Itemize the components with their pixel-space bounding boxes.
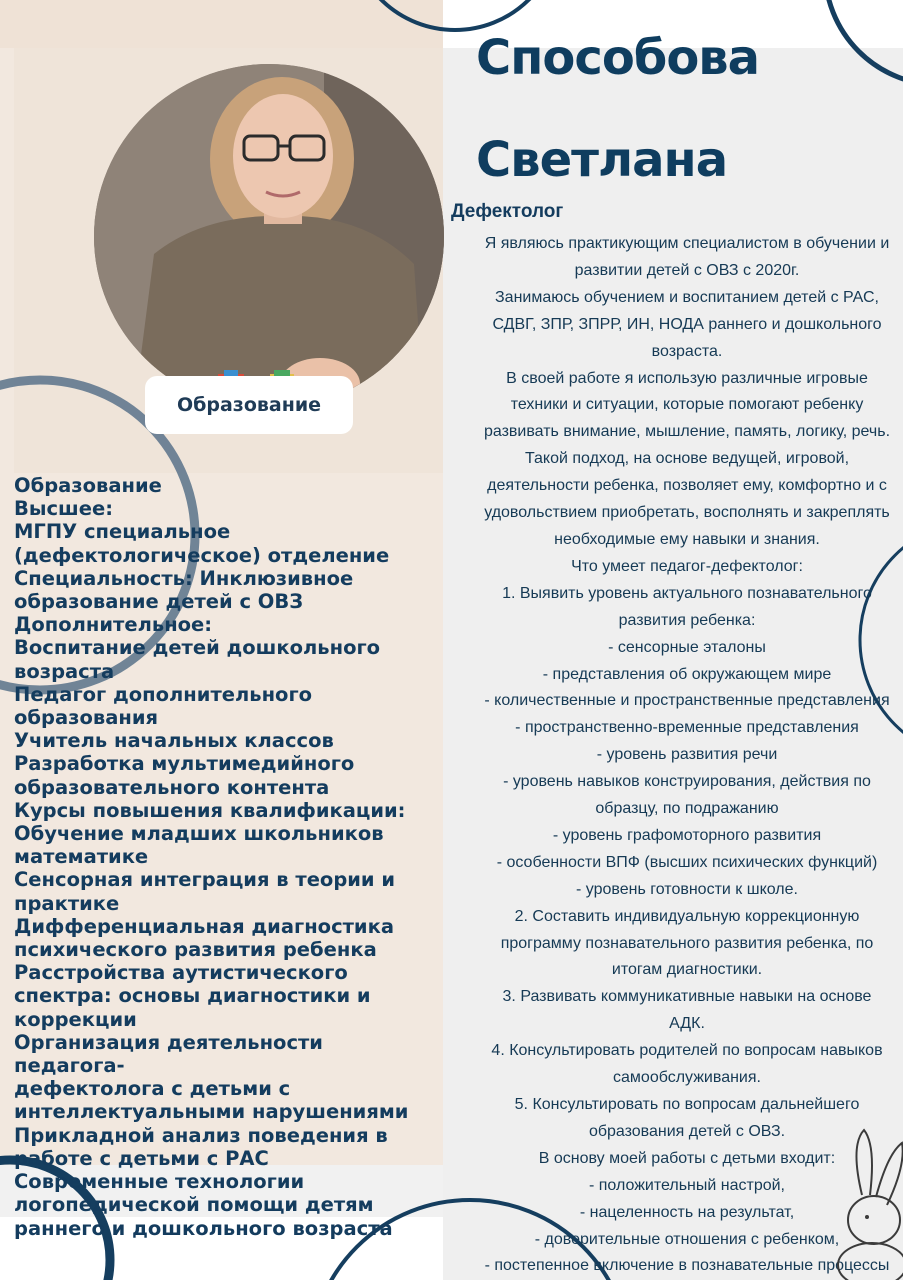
bio-line: - сенсорные эталоны (608, 638, 766, 656)
bio-line: итогам диагностики. (611, 961, 763, 979)
education-line: (дефектологическое) отделение (14, 543, 390, 567)
bio-line: - положительный настрой, (588, 1176, 785, 1194)
bio-line: возраста. (651, 342, 723, 360)
education-line: математике (14, 845, 149, 869)
bio-line: - уровень развития речи (596, 746, 778, 764)
education-line: Сенсорная интеграция в теории и (14, 868, 396, 892)
bunny-icon (832, 1125, 903, 1280)
bio-line: Занимаюсь обучением и воспитанием детей с РАС, (495, 288, 879, 306)
education-line: МГПУ специальное (14, 520, 231, 544)
portrait-illustration (94, 64, 444, 409)
bio-line: развитии детей с ОВЗ с 2020г. (574, 261, 800, 279)
bio-line: В своей работе я использую различные игровые (506, 369, 868, 387)
bio-line: развивать внимание, мышление, память, логику, речь. (483, 423, 891, 441)
education-line: образования (14, 706, 159, 730)
bio-line: - нацеленность на результат, (579, 1203, 795, 1221)
education-line: Дополнительное: (14, 613, 213, 637)
education-line: дефектолога с детьми с (14, 1077, 291, 1101)
name-second-line: Светлана (476, 132, 728, 188)
bio-line: - доверительные отношения с ребенком, (534, 1230, 840, 1248)
bio-list (448, 231, 903, 1280)
education-line: психического развития ребенка (14, 938, 377, 962)
bio-line: 4. Консультировать родителей по вопросам навыков (491, 1042, 883, 1060)
education-line: работе с детьми с РАС (14, 1146, 269, 1170)
education-list (14, 474, 439, 1240)
education-line: Педагог дополнительного (14, 682, 313, 706)
education-line: логопедической помощи детям (14, 1193, 374, 1217)
bio-line: образования детей с ОВЗ. (588, 1122, 786, 1140)
education-line: Современные технологии (14, 1170, 305, 1194)
bio-line: удовольствием приобретать, восполнять и закреплять (484, 504, 890, 522)
bio-line: АДК. (669, 1015, 705, 1033)
left-top-strip (0, 0, 443, 48)
education-line: интеллектуальными нарушениями (14, 1100, 409, 1124)
education-line: Учитель начальных классов (14, 729, 334, 753)
bio-line: Такой подход, на основе ведущей, игровой, (524, 450, 850, 468)
education-button[interactable]: Образование (145, 376, 353, 434)
education-line: Высшее: (14, 497, 114, 521)
education-line: коррекции (14, 1007, 137, 1031)
bio-line: - представления об окружающем мире (542, 665, 832, 683)
education-line: раннего и дошкольного возраста (14, 1216, 393, 1240)
education-line: Курсы повышения квалификации: (14, 798, 406, 822)
bio-line: - количественные и пространственные представления (484, 692, 890, 710)
education-line: возраста (14, 659, 115, 683)
bio-line: необходимые ему навыки и знания. (554, 530, 820, 548)
education-line: Разработка мультимедийного (14, 752, 355, 776)
bio-line: - уровень готовности к школе. (576, 880, 798, 898)
education-line: Воспитание детей дошкольного (14, 636, 381, 660)
education-line: Прикладной анализ поведения в (14, 1123, 388, 1147)
bio-line: - уровень графомоторного развития (552, 826, 822, 844)
education-line: Организация деятельности педагога- (14, 1030, 323, 1078)
bio-line: развития ребенка: (618, 611, 756, 629)
education-line: практике (14, 891, 120, 915)
bio-line: деятельности ребенка, позволяет ему, комфортно и с (487, 477, 887, 495)
role-title: Дефектолог (451, 201, 564, 222)
bio-line: Что умеет педагог-дефектолог: (571, 557, 803, 575)
profile-photo (94, 64, 444, 409)
bio-line: - постепенное включение в познавательные процессы (484, 1257, 890, 1275)
bio-line: - уровень навыков конструирования, действия по (503, 773, 871, 791)
bio-line: самообслуживания. (613, 1069, 761, 1087)
bio-line: 3. Развивать коммуникативные навыки на основе (502, 988, 872, 1006)
bio-line: СДВГ, ЗПР, ЗПРР, ИН, НОДА раннего и дошкольного (492, 315, 882, 333)
education-line: образование детей с ОВЗ (14, 590, 304, 614)
education-line: Расстройства аутистического (14, 961, 348, 985)
bio-line: - особенности ВПФ (высших психических функций) (496, 853, 878, 871)
bio-line: 5. Консультировать по вопросам дальнейшего (514, 1096, 860, 1113)
bio-line: Я являюсь практикующим специалистом в обучении и (484, 235, 890, 252)
bio-line: техники и ситуации, которые помогают ребенку (510, 396, 864, 414)
bio-line: 2. Составить индивидуальную коррекционную (514, 907, 860, 925)
education-line: Специальность: Инклюзивное (14, 566, 354, 590)
education-line: образовательного контента (14, 775, 330, 799)
education-line: Образование (14, 474, 162, 497)
name-first-line: Способова (476, 30, 760, 86)
bio-line: программу познавательного развития ребенка, по (500, 934, 874, 952)
education-line: Дифференциальная диагностика (14, 914, 394, 938)
bio-line: образцу, по подражанию (595, 800, 779, 818)
bio-line: В основу моей работы с детьми входит: (538, 1149, 836, 1167)
bio-line: - пространственно-временные представления (515, 719, 859, 737)
education-line: спектра: основы диагностики и (14, 984, 371, 1008)
education-line: Обучение младших школьников (14, 822, 384, 846)
bio-line: 1. Выявить уровень актуального познавательного (502, 584, 872, 602)
